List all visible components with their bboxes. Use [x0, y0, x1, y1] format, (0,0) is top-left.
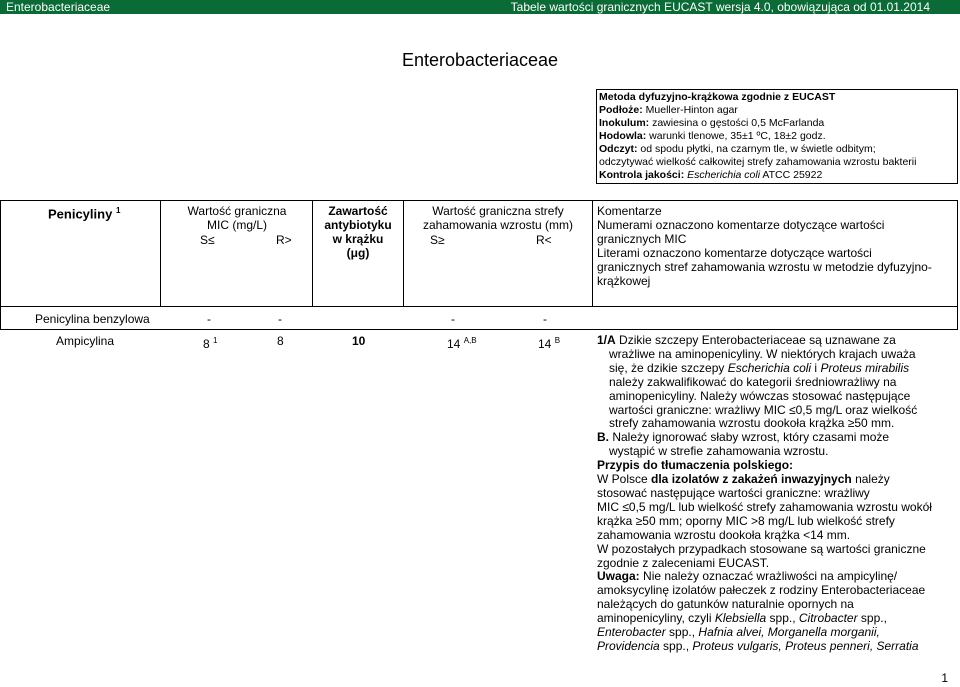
ampicillin-zone-r: 14 $^B$ [538, 336, 561, 351]
medium-value: Mueller-Hinton agar [642, 104, 738, 116]
mic-header: Wartość graniczna [187, 204, 287, 218]
ampicillin-mic-r: 8 [277, 334, 284, 348]
header-left: Enterobacteriaceae [6, 0, 111, 14]
method-box [596, 89, 958, 184]
incubation-label: Hodowla: [599, 130, 647, 142]
polish-note-line: W Polsce dla izolatów z zakażeń inwazyjnych należy [597, 472, 890, 487]
reading-value: od spodu płytki, na czarnym tle, w świetle odbitym; [637, 143, 876, 155]
comment-note-5: krążkowej [597, 274, 651, 288]
comment-a-line: się, że dzikie szczepy Escherichia coli i Proteus mirabilis [609, 360, 910, 375]
table-header-bottom [0, 306, 958, 307]
ampicillin-zone-s: 14 $^{A,B}$ [447, 336, 477, 351]
comment-note-4: granicznych stref zahamowania wzrostu w metodzie dyfuzyjno- [597, 260, 932, 274]
penicillin-zone-r: - [543, 312, 547, 326]
drug-name-penicillin: Penicylina benzylowa [35, 312, 150, 326]
page-title: Enterobacteriaceae [401, 50, 559, 70]
zone-s-label: S≥ [430, 233, 445, 247]
warning-line: amoksycylinę izolatów pałeczek z rodziny Enterobacteriaceae [597, 583, 926, 598]
content-header-4: (μg) [346, 246, 370, 260]
comment-b-label: B. [597, 430, 609, 445]
polish-note-line: zgodnie z zaleceniami EUCAST. [597, 555, 770, 570]
comment-a-line: wartości graniczne: wrażliwy MIC ≤0,5 mg/L oraz wielkość [609, 402, 918, 417]
method-line1: Metoda dyfuzyjno-krążkowa zgodnie z EUCAST [599, 91, 836, 103]
polish-note-heading: Przypis do tłumaczenia polskiego: [597, 458, 794, 473]
col-border-right [957, 200, 958, 330]
header-right: Tabele wartości granicznych EUCAST wersja 4.0, obowiązująca od 01.01.2014 [510, 0, 930, 14]
mic-s-label: S≤ [200, 233, 215, 247]
penicillin-zone-s: - [451, 312, 455, 326]
drug-name-ampicillin: Ampicylina [56, 334, 115, 348]
comment-b-text: Należy ignorować słaby wzrost, który czasami może [609, 430, 890, 445]
polish-note-line: krążka ≥50 mm; oporny MIC >8 mg/L lub wielkość strefy [597, 513, 895, 528]
page-number: 1 [941, 671, 948, 685]
comment-a-line: strefy zahamowania wzrostu dookoła krążka ≥50 mm. [609, 416, 895, 431]
inoculum-label: Inokulum: [599, 117, 650, 129]
penicillin-mic-s: - [207, 312, 211, 326]
comment-note-3: Literami oznaczono komentarze dotyczące wartości [597, 246, 872, 260]
comment-note-2: granicznych MIC [597, 232, 687, 246]
content-header-2: antybiotyku [324, 218, 392, 232]
penicillin-mic-r: - [278, 312, 282, 326]
qc-label: Kontrola jakości: [599, 169, 685, 181]
comment-a-line: aminopenicyliny. Należy wówczas stosować następujące [609, 388, 911, 403]
medium-label: Podłoże: [599, 104, 643, 116]
col-border [160, 200, 161, 306]
mic-unit: MIC (mg/L) [207, 218, 267, 232]
table-top-border [0, 200, 958, 201]
content-header-1: Zawartość [328, 204, 388, 218]
ampicillin-disk-content: 10 [352, 334, 366, 348]
polish-note-line: W pozostałych przypadkach stosowane są wartości graniczne [597, 541, 926, 556]
col-border-left [0, 200, 1, 330]
comment-a-line: wrażliwe na aminopenicyliny. W niektórych krajach uważa [609, 346, 916, 361]
row-divider [0, 329, 958, 330]
zone-r-label: R< [536, 233, 552, 247]
polish-note-line: zahamowania wzrostu dookoła krążka <14 mm. [597, 527, 851, 542]
reading-label: Odczyt: [599, 143, 638, 155]
zone-header-1: Wartość graniczna strefy [432, 204, 564, 218]
inoculum-value: zawiesina o gęstości 0,5 McFarlanda [649, 117, 825, 129]
warning-line: Providencia spp., Proteus vulgaris, Proteus penneri, Serratia [597, 638, 919, 653]
warning-line: Enterobacter spp., Hafnia alvei, Morganella morganii, [597, 625, 880, 640]
reading-line2: odczytywać wielkość całkowitej strefy zahamowania wzrostu bakterii [599, 156, 917, 168]
comment-a-text: Dzikie szczepy Enterobacteriaceae są uznawane za [615, 333, 896, 347]
zone-header-2: zahamowania wzrostu (mm) [422, 218, 574, 232]
content-header-3: w krążku [332, 232, 384, 246]
ampicillin-mic-s: 8 $^1$ [203, 336, 218, 351]
incubation-value: warunki tlenowe, 35±1 ºC, 18±2 godz. [646, 130, 826, 142]
warning-line: należących do gatunków naturalnie opornych na [597, 597, 854, 612]
qc-strain: ATCC 25922 [760, 169, 823, 181]
mic-r-label: R> [276, 233, 292, 247]
qc-organism: Escherichia coli [684, 169, 761, 181]
group-label: Penicyliny $^1$ [48, 206, 121, 222]
running-header [0, 0, 960, 14]
comment-b-line: wystąpić w strefie zahamowania wzrostu. [609, 444, 829, 459]
col-border [592, 200, 593, 306]
comment-a-line: należy zakwalifikować do kategorii średniowrażliwy na [609, 374, 897, 389]
comment-header: Komentarze [597, 204, 662, 218]
polish-note-line: MIC ≤0,5 mg/L lub wielkość strefy zahamowania wzrostu wokół [597, 499, 932, 514]
comment-a-label: 1/A [597, 333, 616, 347]
ampicillin-comments [597, 334, 957, 654]
warning-line: Uwaga: Nie należy oznaczać wrażliwości na ampicylinę/ [597, 569, 898, 584]
warning-line: aminopenicyliny, czyli Klebsiella spp., Citrobacter spp., [597, 611, 887, 626]
comment-note-1: Numerami oznaczono komentarze dotyczące wartości [597, 218, 885, 232]
polish-note-line: stosować następujące wartości graniczne: wrażliwy [597, 485, 870, 500]
